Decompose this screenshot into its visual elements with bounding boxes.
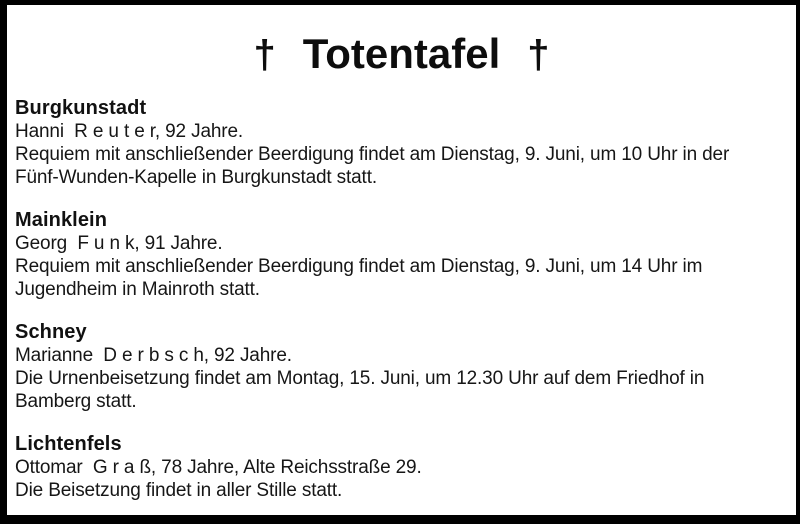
notice-line: Hanni R e u t e r, 92 Jahre.: [15, 121, 244, 142]
cross-left-icon: †: [253, 33, 276, 77]
cross-right-icon: †: [527, 33, 550, 77]
notice-line: Ottomar G r a ß, 78 Jahre, Alte Reichsstraße 29.: [15, 457, 422, 478]
city-heading: Burgkunstadt: [15, 97, 147, 119]
notice-line: Jugendheim in Mainroth statt.: [15, 279, 260, 300]
notice-line: Bamberg statt.: [15, 391, 137, 412]
section-lichtenfels: [15, 433, 792, 502]
notice-line: Fünf-Wunden-Kapelle in Burgkunstadt statt.: [15, 167, 377, 188]
notice-line: Die Urnenbeisetzung findet am Montag, 15. Juni, um 12.30 Uhr auf dem Friedhof in: [15, 368, 705, 389]
notice-line: Marianne D e r b s c h, 92 Jahre.: [15, 345, 292, 366]
city-heading: Lichtenfels: [15, 433, 122, 455]
page-title-text: Totentafel: [302, 30, 501, 77]
city-heading: Mainklein: [15, 209, 108, 231]
section-schney: [15, 321, 792, 413]
city-heading: Schney: [15, 321, 87, 343]
page-title: [7, 5, 796, 97]
section-burgkunstadt: [15, 97, 792, 189]
notice-content: [7, 97, 796, 502]
notice-line: Die Beisetzung findet in aller Stille statt.: [15, 480, 343, 501]
notice-line: Georg F u n k, 91 Jahre.: [15, 233, 223, 254]
notice-line: Requiem mit anschließender Beerdigung findet am Dienstag, 9. Juni, um 10 Uhr in der: [15, 144, 730, 165]
notice-line: Requiem mit anschließender Beerdigung findet am Dienstag, 9. Juni, um 14 Uhr im: [15, 256, 703, 277]
section-mainklein: [15, 209, 792, 301]
